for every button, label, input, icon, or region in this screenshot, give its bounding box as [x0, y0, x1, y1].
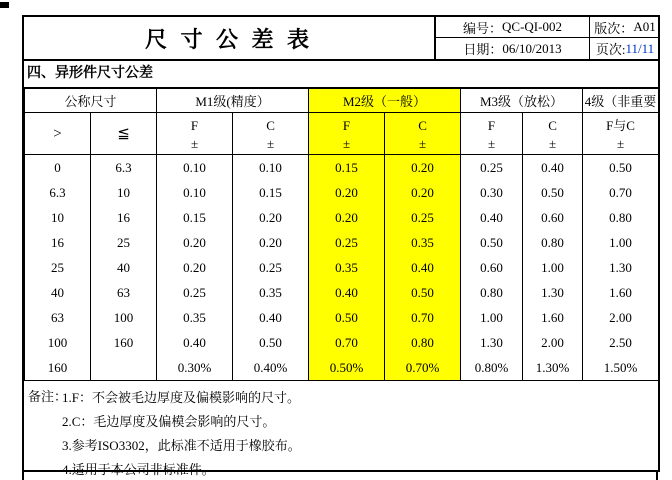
- table-row: [25, 205, 659, 230]
- header-m3-f: F ±: [461, 113, 523, 155]
- table-cell: 0: [25, 155, 91, 181]
- notes-list: [24, 381, 658, 480]
- table-cell: 0.20: [157, 255, 233, 280]
- date-label: 日期：: [463, 42, 503, 57]
- scan-artifact-mark: [0, 2, 9, 8]
- page-number-value: 11/11: [625, 40, 655, 56]
- table-cell: 1.60: [583, 280, 659, 305]
- table-cell: 0.70%: [385, 355, 461, 381]
- table-cell: 2.00: [523, 330, 583, 355]
- table-cell: 63: [25, 305, 91, 330]
- table-cell: 0.25: [309, 230, 385, 255]
- table-cell: 160: [25, 355, 91, 381]
- group-header-row: [25, 89, 659, 113]
- table-row: [25, 330, 659, 355]
- table-cell: 0.25: [461, 155, 523, 181]
- header-m1-grade: M1级(精度）: [157, 89, 309, 113]
- date-value: 06/10/2013: [502, 40, 562, 56]
- table-cell: 0.40: [461, 205, 523, 230]
- table-cell: 6.3: [91, 155, 157, 181]
- table-cell: 0.40: [157, 330, 233, 355]
- table-cell: 1.30: [461, 330, 523, 355]
- table-cell: 0.20: [385, 155, 461, 181]
- table-cell: 0.40%: [233, 355, 309, 381]
- header-f-and-c: F与C ±: [583, 113, 659, 155]
- doc-number-cell: [436, 17, 590, 38]
- table-cell: 40: [91, 255, 157, 280]
- doc-number-label: 编号：: [463, 20, 503, 36]
- page-title: 尺 寸 公 差 表: [144, 26, 313, 52]
- table-cell: 10: [91, 180, 157, 205]
- table-cell: 0.80: [385, 330, 461, 355]
- header-m3-grade: M3级（放松）: [461, 89, 583, 113]
- table-cell: 10: [25, 205, 91, 230]
- table-cell: 2.00: [583, 305, 659, 330]
- sub-header-row: [25, 113, 659, 155]
- table-cell: 1.30: [523, 280, 583, 305]
- table-cell: 0.80: [461, 280, 523, 305]
- notes-label: 备注：: [28, 389, 68, 404]
- table-cell: 16: [91, 205, 157, 230]
- header-m2-f: F ±: [309, 113, 385, 155]
- note-item: 3.参考ISO3302，此标准不适用于橡胶布。: [62, 438, 301, 453]
- revision-cell: [590, 17, 660, 38]
- table-cell: 1.50%: [583, 355, 659, 381]
- table-row: [25, 155, 659, 181]
- note-item: 2.C：毛边厚度及偏模会影响的尺寸。: [62, 414, 276, 429]
- doc-info-box: [434, 17, 658, 59]
- table-cell: 0.50%: [309, 355, 385, 381]
- table-cell: 1.30%: [523, 355, 583, 381]
- page-number-label: 页次:: [595, 42, 626, 57]
- table-cell: 0.20: [157, 230, 233, 255]
- table-row: [25, 280, 659, 305]
- header-greater-than: >: [25, 113, 91, 155]
- table-cell: 25: [25, 255, 91, 280]
- table-cell: 0.80%: [461, 355, 523, 381]
- table-row: [25, 230, 659, 255]
- table-cell: 0.25: [157, 280, 233, 305]
- left-border-stub: [22, 470, 24, 480]
- table-cell: 0.70: [583, 180, 659, 205]
- table-cell: 0.35: [233, 280, 309, 305]
- table-cell: 0.40: [385, 255, 461, 280]
- header-m1-f: F ±: [157, 113, 233, 155]
- table-row: [25, 355, 659, 381]
- title-block: [24, 17, 658, 61]
- title-cell: [24, 17, 434, 59]
- table-cell: 0.80: [523, 230, 583, 255]
- table-cell: [91, 355, 157, 381]
- table-cell: 0.10: [157, 155, 233, 181]
- table-row: [25, 180, 659, 205]
- table-cell: 0.60: [523, 205, 583, 230]
- table-cell: 1.00: [461, 305, 523, 330]
- note-item: 1.F：不会被毛边厚度及偏模影响的尺寸。: [62, 390, 300, 405]
- table-cell: 0.70: [309, 330, 385, 355]
- notes-block: [24, 381, 658, 480]
- table-cell: 0.80: [583, 205, 659, 230]
- doc-number-value: QC-QI-002: [502, 19, 562, 34]
- table-cell: 0.15: [309, 155, 385, 181]
- note-item: 4.适用于本公司非标准件。: [62, 462, 215, 477]
- table-row: [25, 255, 659, 280]
- table-cell: 0.10: [157, 180, 233, 205]
- table-cell: 0.50: [583, 155, 659, 181]
- table-cell: 0.30%: [157, 355, 233, 381]
- table-cell: 1.30: [583, 255, 659, 280]
- table-cell: 6.3: [25, 180, 91, 205]
- header-m2-grade: M2级（一般）: [309, 89, 461, 113]
- table-cell: 0.50: [385, 280, 461, 305]
- revision-label: 版次：: [594, 20, 634, 36]
- page-number-cell: [590, 38, 660, 59]
- table-cell: 0.40: [309, 280, 385, 305]
- table-cell: 1.00: [583, 230, 659, 255]
- table-cell: 1.00: [523, 255, 583, 280]
- tolerance-table: [24, 88, 659, 381]
- table-cell: 40: [25, 280, 91, 305]
- table-cell: 0.40: [233, 305, 309, 330]
- table-cell: 0.25: [385, 205, 461, 230]
- header-m1-c: C ±: [233, 113, 309, 155]
- table-cell: 160: [91, 330, 157, 355]
- table-cell: 0.35: [157, 305, 233, 330]
- table-cell: 0.70: [385, 305, 461, 330]
- table-cell: 1.60: [523, 305, 583, 330]
- table-cell: 0.50: [233, 330, 309, 355]
- table-cell: 0.30: [461, 180, 523, 205]
- table-cell: 0.20: [309, 180, 385, 205]
- header-m2-c: C ±: [385, 113, 461, 155]
- table-cell: 100: [25, 330, 91, 355]
- table-cell: 0.50: [309, 305, 385, 330]
- table-cell: 0.20: [385, 180, 461, 205]
- table-cell: 0.15: [157, 205, 233, 230]
- document-frame: [22, 15, 660, 477]
- table-cell: 0.60: [461, 255, 523, 280]
- table-cell: 0.20: [233, 230, 309, 255]
- table-cell: 0.50: [461, 230, 523, 255]
- section-title: 四、异形件尺寸公差: [24, 61, 658, 88]
- table-cell: 16: [25, 230, 91, 255]
- table-cell: 0.50: [523, 180, 583, 205]
- table-cell: 0.20: [309, 205, 385, 230]
- table-cell: 0.10: [233, 155, 309, 181]
- header-grade4: 4级（非重要: [583, 89, 659, 113]
- header-m3-c: C ±: [523, 113, 583, 155]
- table-cell: 2.50: [583, 330, 659, 355]
- table-cell: 100: [91, 305, 157, 330]
- revision-value: A01: [633, 19, 656, 34]
- table-cell: 0.35: [385, 230, 461, 255]
- table-cell: 0.40: [523, 155, 583, 181]
- table-cell: 63: [91, 280, 157, 305]
- header-nominal-size: 公称尺寸: [25, 89, 157, 113]
- table-row: [25, 305, 659, 330]
- right-border-stub: [656, 470, 658, 480]
- tolerance-table-body: [25, 155, 659, 381]
- header-less-equal: ≦: [91, 113, 157, 155]
- table-cell: 0.25: [233, 255, 309, 280]
- date-cell: [436, 38, 590, 59]
- table-cell: 25: [91, 230, 157, 255]
- table-cell: 0.35: [309, 255, 385, 280]
- table-cell: 0.15: [233, 180, 309, 205]
- table-cell: 0.20: [233, 205, 309, 230]
